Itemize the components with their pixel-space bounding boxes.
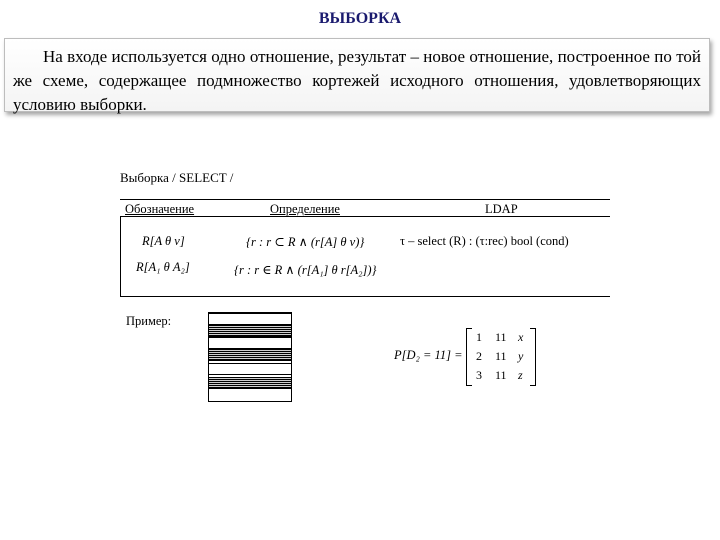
matrix-cell: y <box>518 349 524 363</box>
source-relation-table <box>208 312 292 402</box>
col-header-ldap: LDAP <box>485 202 518 216</box>
matrix-cell: 3 <box>476 368 482 382</box>
col-header-notation: Обозначение <box>125 202 195 216</box>
table-row <box>209 313 291 325</box>
ldap-signature: τ – select (R) : (τ:rec) bool (cond) <box>400 234 569 248</box>
definition-2: {r : r ∈ R ∧ (r[A₁] θ r[A₂])} <box>234 263 377 277</box>
table-row <box>209 337 291 349</box>
example-label: Пример: <box>126 314 172 328</box>
matrix-cell: 2 <box>476 349 482 363</box>
matrix-cell: 11 <box>495 330 507 344</box>
notation-1: R[A θ v] <box>142 234 185 248</box>
slide-title: ВЫБОРКА <box>318 10 402 27</box>
table-top-rule <box>120 199 610 200</box>
matrix-cell: 11 <box>495 368 507 382</box>
table-row-selected <box>209 377 291 389</box>
matrix-left-bracket <box>466 328 472 386</box>
definition-1: {r : r ⊂ R ∧ (r[A] θ v)} <box>246 235 365 249</box>
notation-2: R[A₁ θ A₂] <box>136 260 190 274</box>
matrix-cell: z <box>518 368 523 382</box>
matrix-cell: 1 <box>476 330 482 344</box>
col-header-definition: Определение <box>270 202 340 216</box>
figure-heading: Выборка / SELECT / <box>120 170 234 185</box>
example-expression: P[D₂ = 11] = <box>394 348 463 362</box>
matrix-right-bracket <box>530 328 536 386</box>
table-row <box>209 363 291 375</box>
table-row-selected <box>209 349 291 361</box>
intro-text: На входе используется одно отношение, результат – новое отношение, построенное по той же схеме, содержащее подмножество кортежей исходного отношения, удовлетворяющих условию выборки. <box>13 47 701 114</box>
matrix-cell: 11 <box>495 349 507 363</box>
table-left-rule <box>120 216 121 296</box>
table-bottom-rule <box>120 296 610 297</box>
matrix-cell: x <box>518 330 524 344</box>
table-row-selected <box>209 325 291 337</box>
